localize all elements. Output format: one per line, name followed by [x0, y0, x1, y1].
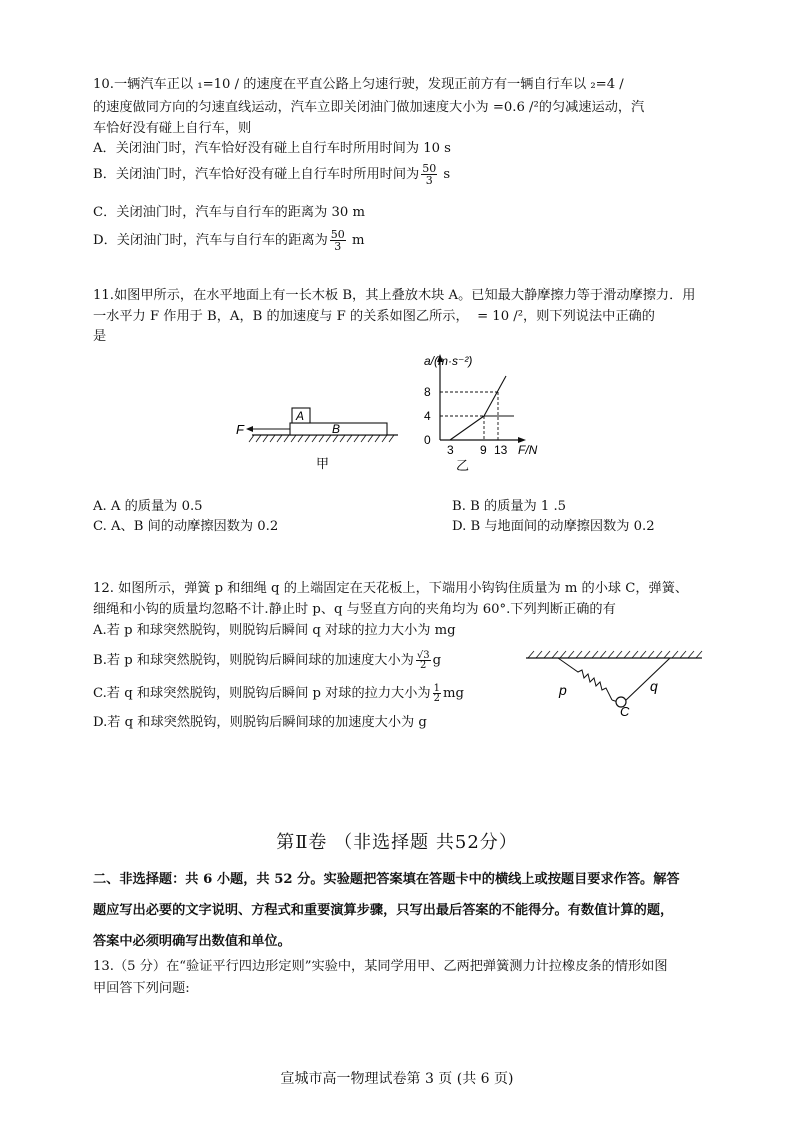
label-a: A: [296, 409, 305, 423]
label-f: F: [236, 422, 244, 437]
q10-line2: 的速度做同方向的匀速直线运动，汽车立即关闭油门做加速度大小为 =0.6 /²的匀减速运动，汽: [93, 100, 645, 115]
fraction: $\frac{50}{3}$: [422, 162, 437, 187]
figure-yi: [410, 350, 560, 475]
q11-line2: 一水平力 F 作用于 B，A，B 的加速度与 F 的关系如图乙所示， = 10 /²，则下列说法中正确的: [93, 309, 655, 324]
q12-line2: 细绳和小钩的质量均忽略不计.静止时 p、q 与竖直方向的夹角均为 60°.下列判断正确的有: [93, 602, 616, 617]
x-tick-13: 13: [494, 443, 508, 457]
instructions-line1: 二、非选择题：共 6 小题，共 52 分。实验题把答案填在答题卡中的横线上或按题目要求作答。解答: [93, 872, 680, 887]
graph-line-2: [484, 376, 506, 416]
figure-spring-ball: [518, 648, 708, 718]
q10-option-d: D．关闭油门时，汽车与自行车的距离为 $\frac{50}{3}$ m: [93, 228, 365, 253]
y-tick-0: 0: [424, 433, 431, 447]
y-tick-8: 8: [424, 385, 431, 399]
q12-option-a: A.若 p 和球突然脱钩，则脱钩后瞬间 q 对球的拉力大小为 mg: [93, 623, 456, 638]
q10-line3: 车恰好没有碰上自行车，则: [93, 121, 252, 136]
figure-jia: [230, 398, 405, 473]
graph-line-1: [450, 416, 484, 440]
caption-jia: 甲: [316, 456, 330, 471]
instructions-line3: 答案中必须明确写出数值和单位。: [93, 934, 291, 949]
arrow-head-icon: [246, 426, 253, 432]
q11-option-c: C. A、B 间的动摩擦因数为 0.2: [93, 519, 279, 534]
q12-option-c: C.若 q 和球突然脱钩，则脱钩后瞬间 p 对球的拉力大小为 $\frac{1}{2}$ mg: [93, 683, 464, 704]
page-footer: 宣城市高一物理试卷第 3 页 (共 6 页): [280, 1071, 514, 1087]
q12-option-b: B.若 p 和球突然脱钩，则脱钩后瞬间球的加速度大小为 $\frac{√3}{2}$ g: [93, 650, 442, 671]
fraction: $\frac{50}{3}$: [330, 228, 345, 253]
x-axis-label: F/N: [518, 443, 538, 457]
label-b: B: [332, 422, 341, 436]
q11-option-d: D. B 与地面间的动摩擦因数为 0.2: [452, 519, 655, 534]
section-title: 第Ⅱ卷 （非选择题 共52分）: [276, 832, 518, 853]
q10-option-c: C．关闭油门时，汽车与自行车的距离为 30 m: [93, 205, 365, 220]
q10-line1: 10.一辆汽车正以 ₁=10 / 的速度在平直公路上匀速行驶，发现正前方有一辆自行车以 ₂=4 /: [93, 77, 624, 92]
q13-line1: 13.（5 分）在“验证平行四边形定则”实验中，某同学用甲、乙两把弹簧测力计拉橡皮条的情形如图: [93, 959, 668, 974]
caption-yi: 乙: [456, 458, 470, 473]
fraction: $\frac{√3}{2}$: [416, 650, 430, 671]
label-c: C: [620, 704, 630, 718]
q12-line1: 12. 如图所示，弹簧 p 和细绳 q 的上端固定在天花板上，下端用小钩钩住质量为 m 的小球 C，弹簧、: [93, 581, 689, 596]
fraction: $\frac{1}{2}$: [433, 683, 440, 704]
q11-option-a: A. A 的质量为 0.5: [93, 499, 203, 514]
ceiling-hatch: [528, 651, 702, 658]
x-tick-9: 9: [480, 443, 487, 457]
q11-option-b: B. B 的质量为 1 .5: [452, 499, 567, 514]
q12-option-d: D.若 q 和球突然脱钩，则脱钩后瞬间球的加速度大小为 g: [93, 715, 427, 730]
q10-option-b: B．关闭油门时，汽车恰好没有碰上自行车时所用时间为 $\frac{50}{3}$ s: [93, 162, 451, 187]
y-axis-label: a/(m·s⁻²): [424, 354, 473, 368]
label-p: p: [559, 682, 567, 698]
q13-line2: 甲回答下列问题:: [93, 981, 190, 996]
q11-line3: 是: [93, 329, 107, 344]
instructions-line2: 题应写出必要的文字说明、方程式和重要演算步骤，只写出最后答案的不能得分。有数值计算的题，: [93, 903, 674, 918]
ground-hatch: [249, 435, 394, 442]
x-tick-3: 3: [447, 443, 454, 457]
y-tick-4: 4: [424, 409, 431, 423]
q11-line1: 11.如图甲所示，在水平地面上有一长木板 B，其上叠放木块 A。已知最大静摩擦力等于滑动摩擦力．用: [93, 288, 696, 303]
q10-option-a: A．关闭油门时，汽车恰好没有碰上自行车时所用时间为 10 s: [93, 141, 451, 156]
string-q: [624, 658, 670, 702]
label-q: q: [650, 678, 658, 694]
